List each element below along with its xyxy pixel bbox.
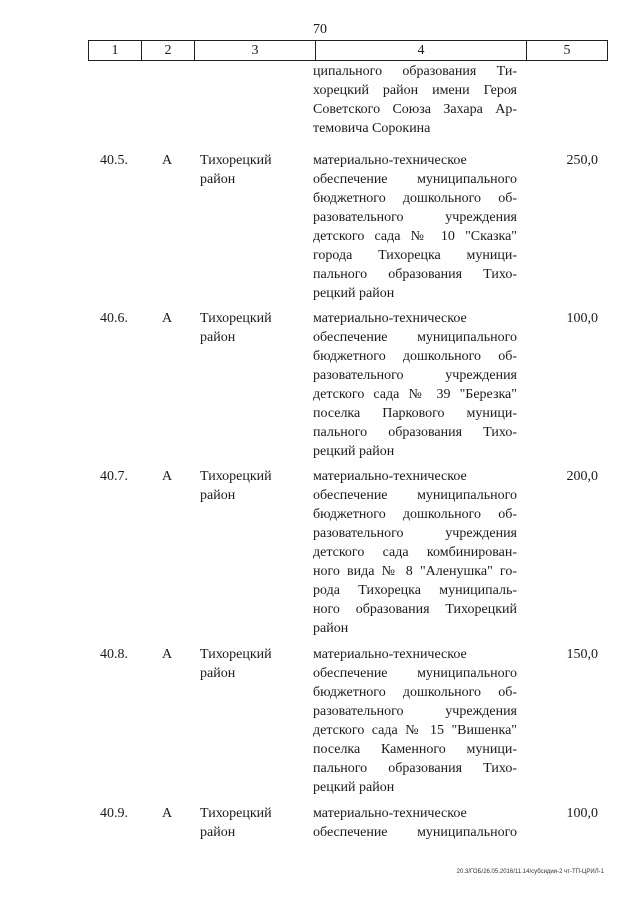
description-line: материально-техническое [313, 311, 467, 326]
column-header-1: 1 [89, 41, 142, 61]
continuation-description [313, 62, 517, 138]
area-line: район [200, 666, 236, 681]
row-description [313, 309, 517, 461]
row-description [313, 467, 517, 638]
row-amount: 100,0 [566, 311, 598, 326]
row-category: А [162, 153, 173, 168]
row-number: 40.7. [100, 469, 128, 484]
description-line: разовательного учреждения [313, 526, 517, 541]
description-line: бюджетного дошкольного об- [313, 507, 517, 522]
description-line: пального образования Тихо- [313, 267, 517, 282]
column-header-row [88, 40, 608, 61]
row-area [200, 309, 310, 347]
description-line: рецкий район [313, 780, 395, 795]
row-description [313, 645, 517, 797]
row-area [200, 467, 310, 505]
area-line: район [200, 825, 236, 840]
area-line: Тихорецкий [200, 806, 272, 821]
description-line: бюджетного дошкольного об- [313, 349, 517, 364]
description-line: ного образования Тихорецкий [313, 602, 517, 617]
description-line: рода Тихорецка муниципаль- [313, 583, 517, 598]
description-line: обеспечение муниципального [313, 172, 517, 187]
area-line: Тихорецкий [200, 153, 272, 168]
description-line: детского сада № 10 "Сказка" [313, 229, 517, 244]
description-line: обеспечение муниципального [313, 825, 517, 840]
description-line: детского сада № 39 "Березка" [313, 387, 517, 402]
description-line: детского сада № 15 "Вишенка" [313, 723, 517, 738]
area-line: район [200, 172, 236, 187]
row-amount: 100,0 [566, 806, 598, 821]
row-area [200, 645, 310, 683]
description-line: темовича Сорокина [313, 121, 431, 136]
description-line: рецкий район [313, 286, 395, 301]
description-line: ного вида № 8 "Аленушка" го- [313, 564, 517, 579]
area-line: Тихорецкий [200, 311, 272, 326]
description-line: район [313, 621, 349, 636]
description-line: обеспечение муниципального [313, 488, 517, 503]
row-amount: 150,0 [566, 647, 598, 662]
row-description [313, 804, 517, 842]
page-number: 70 [313, 22, 327, 37]
description-line: города Тихорецка муници- [313, 248, 517, 263]
description-line: разовательного учреждения [313, 704, 517, 719]
description-line: Советского Союза Захара Ар- [313, 102, 517, 117]
area-line: район [200, 488, 236, 503]
area-line: Тихорецкий [200, 469, 272, 484]
row-description [313, 151, 517, 303]
row-number: 40.6. [100, 311, 128, 326]
description-line: детского сада комбинирован- [313, 545, 517, 560]
description-line: пального образования Тихо- [313, 761, 517, 776]
description-line: материально-техническое [313, 806, 467, 821]
row-category: А [162, 469, 173, 484]
description-line: обеспечение муниципального [313, 666, 517, 681]
row-amount: 200,0 [566, 469, 598, 484]
description-line: материально-техническое [313, 469, 467, 484]
description-line: поселка Каменного муници- [313, 742, 517, 757]
description-line: рецкий район [313, 444, 395, 459]
area-line: район [200, 330, 236, 345]
description-line: материально-техническое [313, 153, 467, 168]
column-header-5: 5 [527, 41, 608, 61]
area-line: Тихорецкий [200, 647, 272, 662]
row-category: А [162, 311, 173, 326]
document-footer-code: 20.3/ГОБ/26.05.2016/11.14/субсидии-2 чт-ТП-ЦРИЛ-1 [456, 869, 604, 875]
row-area [200, 151, 310, 189]
row-number: 40.8. [100, 647, 128, 662]
row-area [200, 804, 310, 842]
description-line: разовательного учреждения [313, 210, 517, 225]
description-line: материально-техническое [313, 647, 467, 662]
description-line: разовательного учреждения [313, 368, 517, 383]
description-line: бюджетного дошкольного об- [313, 191, 517, 206]
column-header-4: 4 [316, 41, 527, 61]
description-line: поселка Паркового муници- [313, 406, 517, 421]
description-line: бюджетного дошкольного об- [313, 685, 517, 700]
column-header-3: 3 [195, 41, 316, 61]
row-category: А [162, 806, 173, 821]
row-category: А [162, 647, 173, 662]
description-line: ципального образования Ти- [313, 64, 517, 79]
row-amount: 250,0 [566, 153, 598, 168]
description-line: пального образования Тихо- [313, 425, 517, 440]
description-line: хорецкий район имени Героя [313, 83, 517, 98]
row-number: 40.9. [100, 806, 128, 821]
row-number: 40.5. [100, 153, 128, 168]
column-header-2: 2 [142, 41, 195, 61]
description-line: обеспечение муниципального [313, 330, 517, 345]
